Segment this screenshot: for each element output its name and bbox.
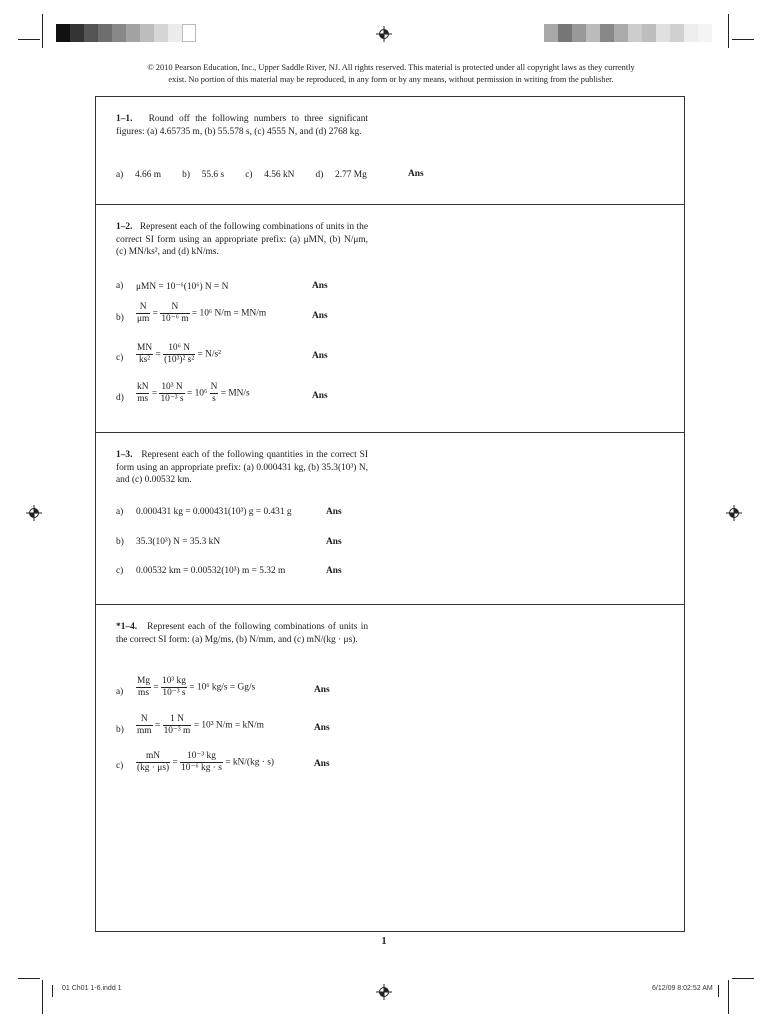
timestamp-slug: 6/12/09 8:02:52 AM xyxy=(652,985,713,992)
answer-row xyxy=(116,169,367,181)
problem-text: Represent each of the following combinations of units in the correct SI form: (a) Mg/ms, (b) N/mm, and (c) mN/(kg · μs). xyxy=(116,622,369,645)
fraction: $\frac{\text{10³ N}}{\text{10⁻³ s}}$ xyxy=(160,382,184,404)
crop-mark xyxy=(42,980,43,1014)
problem-1-3 xyxy=(96,433,684,605)
ans-label: Ans xyxy=(326,507,342,517)
equation: $\frac{N}{\mu m}$ = $\frac{N}{\text{10⁻⁶ m}}$ = 10⁶ N/m = MN/m xyxy=(137,302,267,324)
part-label: b) xyxy=(116,313,124,323)
problem-number: 1–3. xyxy=(116,450,133,460)
fraction: $\frac{\text{10⁻³ kg}}{\text{10⁻⁶ kg · s}}$ xyxy=(181,751,222,773)
part-label: b) xyxy=(182,170,190,180)
part-label: c) xyxy=(116,566,124,576)
crop-mark xyxy=(732,978,754,979)
solutions-frame xyxy=(95,96,685,932)
part-label: b) xyxy=(116,725,124,735)
part-label: a) xyxy=(116,170,124,180)
ans-label: Ans xyxy=(314,685,330,695)
copyright-notice xyxy=(96,62,686,86)
equation: μMN = 10⁻⁶(10⁶) N = N xyxy=(136,282,229,292)
problem-1-2 xyxy=(96,205,684,433)
equation: $\frac{Mg}{ms}$ = $\frac{\text{10³ kg}}{\text{10⁻³ s}}$ = 10⁶ kg/s = Gg/s xyxy=(137,676,256,698)
answer-value: 4.56 kN xyxy=(264,170,295,180)
copyright-line-2: exist. No portion of this material may be reproduced, in any form or by any means, without permission in writing from the publisher. xyxy=(168,75,614,84)
fraction: $\frac{N}{\text{10⁻⁶ m}}$ xyxy=(161,302,189,324)
crop-mark xyxy=(52,985,53,997)
problem-number: 1–1. xyxy=(116,114,133,124)
crop-mark xyxy=(18,39,40,40)
part-label: d) xyxy=(315,170,324,180)
part-label: a) xyxy=(116,507,124,517)
fraction: $\frac{\text{10⁶ N}}{\text{(10³)² s²}}$ xyxy=(164,343,195,365)
ans-label: Ans xyxy=(326,537,342,547)
problem-1-1 xyxy=(96,97,684,205)
fraction: $\frac{MN}{\text{ks²}}$ xyxy=(137,343,153,365)
crop-mark xyxy=(732,39,754,40)
part-label: c) xyxy=(245,170,253,180)
problem-statement xyxy=(116,621,368,646)
ans-label: Ans xyxy=(312,281,328,291)
fraction: $\frac{Mg}{ms}$ xyxy=(137,676,151,698)
crop-mark xyxy=(18,978,40,979)
problem-1-4 xyxy=(96,605,684,931)
fraction: $\frac{mN}{(kg \cdot \mu s)}$ xyxy=(137,751,170,773)
problem-text: Represent each of the following quantities in the correct SI form using an appropriate prefix: (a) 0.000431 kg, (b) 35.3(10³) N, and (c) 0.00532 km. xyxy=(116,450,368,486)
problem-statement xyxy=(116,113,368,138)
equation: $\frac{MN}{\text{ks²}}$ = $\frac{\text{10⁶ N}}{\text{(10³)² s²}}$ = N/s² xyxy=(137,343,221,365)
problem-number: *1–4. xyxy=(116,622,138,632)
problem-statement xyxy=(116,221,368,259)
ans-label: Ans xyxy=(314,723,330,733)
color-bar-left xyxy=(56,24,196,42)
registration-mark-icon xyxy=(26,505,42,521)
equation: $\frac{kN}{ms}$ = $\frac{\text{10³ N}}{\text{10⁻³ s}}$ = 10⁶ $\frac{N}{s}$ = MN/s xyxy=(137,382,250,404)
equation: $\frac{N}{mm}$ = $\frac{1 N}{\text{10⁻³ m}}$ = 10³ N/m = kN/m xyxy=(137,714,264,736)
part-label: c) xyxy=(116,353,124,363)
fraction: $\frac{1 N}{\text{10⁻³ m}}$ xyxy=(163,714,191,736)
part-label: d) xyxy=(116,393,124,403)
crop-mark xyxy=(728,980,729,1014)
fraction: $\frac{N}{s}$ xyxy=(210,382,218,404)
file-slug: 01 Ch01 1-6.indd 1 xyxy=(62,985,122,992)
answer-value: 4.66 m xyxy=(135,170,162,180)
part-label: a) xyxy=(116,281,124,291)
equation: 0.00532 km = 0.00532(10³) m = 5.32 m xyxy=(136,566,286,576)
fraction: $\frac{N}{\mu m}$ xyxy=(137,302,150,324)
fraction: $\frac{N}{mm}$ xyxy=(137,714,152,736)
page-number: 1 xyxy=(381,936,387,947)
ans-label: Ans xyxy=(408,169,424,179)
problem-text: Represent each of the following combinations of units in the correct SI form using an appropriate prefix: (a) μMN, (b) N/μm, (c) MN/ks², and (d) kN/ms. xyxy=(116,222,368,258)
fraction: $\frac{\text{10³ kg}}{\text{10⁻³ s}}$ xyxy=(162,676,186,698)
equation: 0.000431 kg = 0.000431(10³) g = 0.431 g xyxy=(136,507,292,517)
equation: 35.3(10³) N = 35.3 kN xyxy=(136,537,221,547)
registration-mark-icon xyxy=(376,984,392,1000)
answer-value: 55.6 s xyxy=(201,170,225,180)
part-label: b) xyxy=(116,537,124,547)
part-label: c) xyxy=(116,761,124,771)
equation: $\frac{mN}{(kg \cdot \mu s)}$ = $\frac{\text{10⁻³ kg}}{\text{10⁻⁶ kg · s}}$ = kN/(kg · s) xyxy=(137,751,274,773)
crop-mark xyxy=(42,14,43,48)
registration-mark-icon xyxy=(726,505,742,521)
copyright-line-1: © 2010 Pearson Education, Inc., Upper Saddle River, NJ. All rights reserved. This material is protected under all copyright laws as they currently xyxy=(147,63,635,72)
ans-label: Ans xyxy=(312,351,328,361)
problem-statement xyxy=(116,449,368,487)
fraction: $\frac{kN}{ms}$ xyxy=(137,382,149,404)
ans-label: Ans xyxy=(312,391,328,401)
crop-mark xyxy=(728,14,729,48)
problem-number: 1–2. xyxy=(116,222,133,232)
crop-mark xyxy=(718,985,719,997)
ans-label: Ans xyxy=(312,311,328,321)
ans-label: Ans xyxy=(326,566,342,576)
color-bar-right xyxy=(544,24,712,42)
problem-text: Round off the following numbers to three significant figures: (a) 4.65735 m, (b) 55.578 s, (c) 4555 N, and (d) 2768 kg. xyxy=(116,114,368,137)
answer-value: 2.77 Mg xyxy=(335,170,367,180)
part-label: a) xyxy=(116,687,124,697)
ans-label: Ans xyxy=(314,759,330,769)
registration-mark-icon xyxy=(376,26,392,42)
